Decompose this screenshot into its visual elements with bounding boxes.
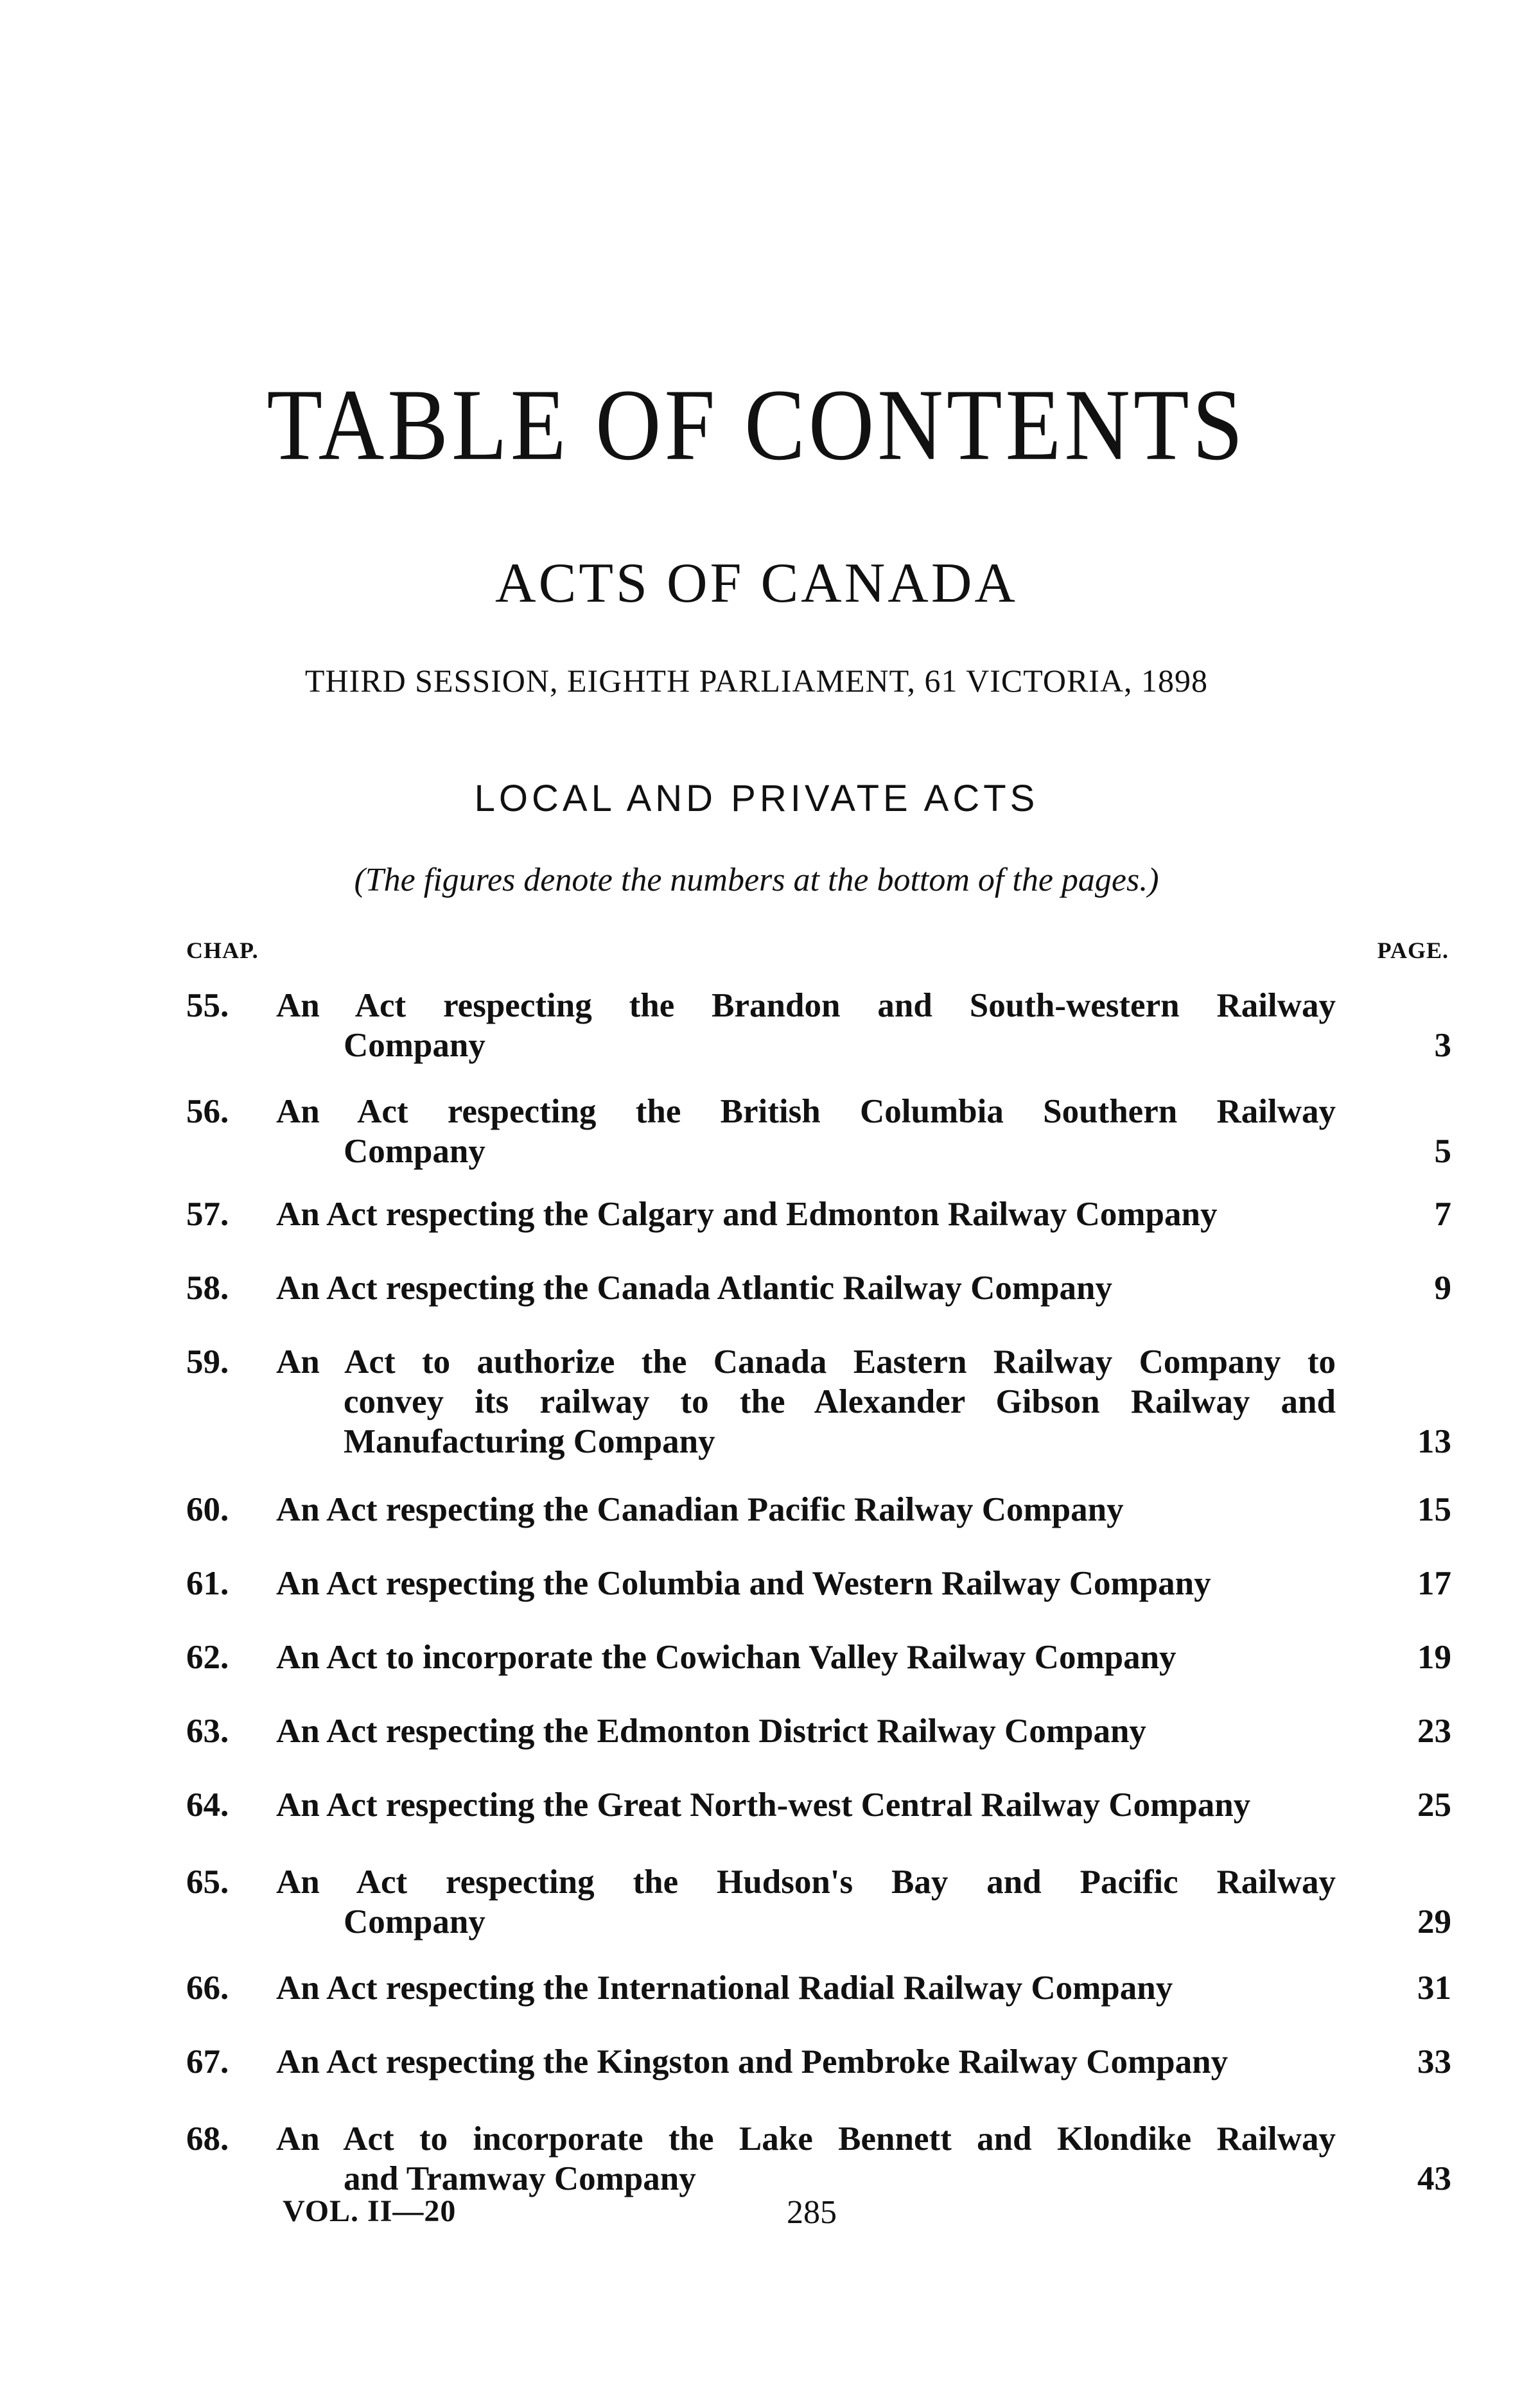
act-title-line [276,986,1336,1025]
act-title [276,1490,1336,1530]
act-title [276,1968,1336,2008]
act-title [276,2119,1336,2199]
chapter-number: 63. [186,1713,229,1750]
chapter-number: 66. [186,1969,229,2007]
act-title-line [276,2042,1336,2082]
act-title [276,1711,1336,1751]
act-title-text: An Act respecting the Hudson's Bay and Pacific Railway [276,1863,1336,1901]
toc-entry [0,1342,1513,1461]
toc-entry [0,2042,1513,2082]
page-ref: 25 [1417,1786,1451,1824]
toc-entry [0,1968,1513,2008]
page-ref: 29 [1417,1903,1451,1941]
act-title-line [276,1490,1336,1530]
toc-entry [0,1092,1513,1171]
page-ref: 23 [1417,1713,1451,1750]
act-title [276,1194,1336,1234]
toc-entry [0,1785,1513,1825]
chapter-number: 59. [186,1343,229,1381]
page-ref: 31 [1417,1969,1451,2007]
act-title [276,2042,1336,2082]
act-title-line [276,1092,1336,1131]
chapter-number: 61. [186,1565,229,1602]
act-title [276,1268,1336,1308]
act-title-line [276,1342,1336,1382]
chapter-number: 65. [186,1863,229,1901]
page-ref: 5 [1434,1133,1451,1170]
act-title-line [276,1131,1336,1171]
toc-entry [0,1268,1513,1308]
chap-column-header: CHAP. [186,938,259,963]
act-title-line [276,1785,1336,1825]
act-title-text: An Act respecting the Edmonton District Railway Company [276,1713,1146,1750]
page-ref: 17 [1417,1565,1451,1602]
act-title [276,1862,1336,1942]
toc-entry [0,986,1513,1065]
page-ref: 13 [1417,1423,1451,1460]
page-ref: 15 [1417,1491,1451,1528]
chapter-number: 56. [186,1093,229,1130]
act-title-text: An Act respecting the Great North-west Central Railway Company [276,1786,1251,1824]
act-title-line [276,2119,1336,2159]
act-title-line [276,1637,1336,1677]
act-title-text: An Act to incorporate the Lake Bennett and Klondike Railway [276,2120,1336,2158]
act-title-text: An Act respecting the Calgary and Edmonton Railway Company [276,1196,1218,1233]
toc-entry [0,1711,1513,1751]
chapter-number: 55. [186,987,229,1024]
volume-mark: VOL. II—20 [283,2194,457,2228]
page-ref: 43 [1417,2160,1451,2197]
act-title-line [276,1268,1336,1308]
page-title: TABLE OF CONTENTS [267,367,1246,482]
act-title-line [276,1564,1336,1603]
chapter-number: 68. [186,2120,229,2158]
page-subtitle: ACTS OF CANADA [495,552,1018,615]
act-title-line [276,1968,1336,2008]
page-column-header: PAGE. [1377,938,1449,963]
act-title [276,986,1336,1065]
act-title-text: Manufacturing Company [344,1423,715,1460]
chapter-number: 57. [186,1196,229,1233]
toc-entry [0,1637,1513,1677]
page-ref: 19 [1417,1639,1451,1676]
session-line: THIRD SESSION, EIGHTH PARLIAMENT, 61 VICTORIA, 1898 [304,663,1209,699]
toc-entry [0,1490,1513,1530]
act-title-text: An Act respecting the Columbia and Western Railway Company [276,1565,1211,1602]
chapter-number: 58. [186,1269,229,1307]
page-ref: 7 [1434,1196,1451,1233]
act-title [276,1564,1336,1603]
act-title-text: An Act to incorporate the Cowichan Valley Railway Company [276,1639,1176,1676]
act-title-text: Company [344,1133,485,1170]
act-title-line [276,1862,1336,1902]
act-title-text: An Act respecting the Canada Atlantic Railway Company [276,1269,1112,1307]
act-title [276,1785,1336,1825]
chapter-number: 67. [186,2043,229,2081]
act-title-text: Company [344,1903,485,1941]
section-heading: LOCAL AND PRIVATE ACTS [474,778,1039,819]
page-ref: 9 [1434,1269,1451,1307]
act-title [276,1092,1336,1171]
toc-entry [0,1862,1513,1942]
act-title-line [276,2159,1336,2199]
act-title-text: An Act respecting the International Radial Railway Company [276,1969,1173,2007]
act-title-text: An Act to authorize the Canada Eastern Railway Company to [276,1343,1336,1381]
toc-entry [0,1194,1513,1234]
act-title-text: An Act respecting the Brandon and South-western Railway [276,987,1336,1024]
act-title-line [276,1194,1336,1234]
toc-entry [0,1564,1513,1603]
act-title [276,1637,1336,1677]
act-title-line [276,1422,1336,1461]
act-title-line [276,1025,1336,1065]
page-ref: 3 [1434,1027,1451,1064]
chapter-number: 64. [186,1786,229,1824]
act-title-text: and Tramway Company [344,2160,696,2197]
act-title-line [276,1711,1336,1751]
act-title-line [276,1382,1336,1422]
chapter-number: 60. [186,1491,229,1528]
act-title-text: convey its railway to the Alexander Gibson Railway and [344,1383,1336,1420]
page-ref: 33 [1417,2043,1451,2081]
page-number: 285 [787,2194,837,2231]
act-title-text: An Act respecting the British Columbia Southern Railway [276,1093,1336,1130]
toc-entry [0,2119,1513,2199]
chapter-number: 62. [186,1639,229,1676]
act-title-text: An Act respecting the Canadian Pacific Railway Company [276,1491,1124,1528]
act-title [276,1342,1336,1461]
act-title-line [276,1902,1336,1942]
act-title-text: An Act respecting the Kingston and Pembroke Railway Company [276,2043,1229,2081]
page-note: (The figures denote the numbers at the bottom of the pages.) [354,862,1159,898]
act-title-text: Company [344,1027,485,1064]
